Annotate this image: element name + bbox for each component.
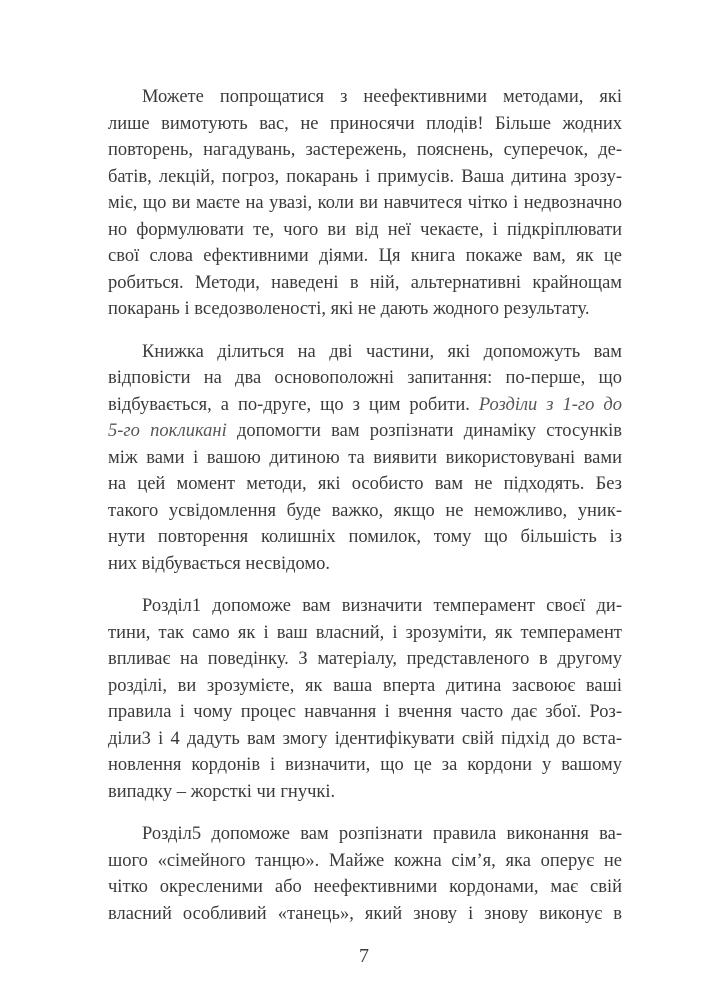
text-line [108,164,622,191]
text-line [108,752,622,779]
italic-text: 5-го покликані [108,421,227,441]
text-line [108,673,622,700]
text-segment: них відбувається несвідомо. [108,553,330,574]
text-line [108,848,622,875]
text-segment: такого усвідомлення буде важко, якщо не неможливо, уник- [108,500,622,521]
text-line [108,418,622,445]
text-segment: допомогти вам розпізнати динаміку стосунків [226,421,622,441]
text-segment: відбувається, а по-друге, що з цим робити. [108,394,479,415]
text-line [108,726,622,753]
text-segment: Книжка ділиться на дві частини, які допоможуть вам [142,341,622,362]
text-line [108,699,622,726]
text-segment: діли3 і 4 дадуть вам змогу ідентифікувати свій підхід до вста- [108,728,622,749]
page-body [108,84,622,943]
text-line [108,339,622,366]
text-segment: нути повторення колишніх помилок, тому що більшість із [108,527,622,547]
text-segment: впливає на поведінку. З матеріалу, представленого в другому [108,649,622,669]
text-line [108,243,622,270]
text-line [108,392,622,419]
text-line [108,296,622,323]
text-segment: но формулювати те, чого ви від неї чекаєте, і підкріплювати [108,219,622,240]
text-segment: між вами і вашою дитиною та виявити використовувані вами [108,447,622,468]
text-segment: покарань і вседозволеності, які не дають жодного результату. [108,299,590,319]
paragraph [108,84,622,323]
text-line [108,137,622,164]
paragraph [108,593,622,805]
text-segment: Розділ1 допоможе вам визначити темперамент своєї ди- [142,596,622,616]
text-line [108,779,622,806]
text-segment: шого «сімейного танцю». Майже кожна сім’я, яка оперує не [108,850,622,871]
text-segment: правила і чому процес навчання і вчення часто дає збої. Роз- [108,702,622,722]
text-segment: випадку – жорсткі чи гнучкі. [108,781,336,802]
italic-text: Розділи з 1-го до [478,394,622,415]
page-number: 7 [359,945,369,967]
text-line [108,593,622,620]
text-segment: свої слова ефективними діями. Ця книга покаже вам, як це [108,246,622,266]
text-segment: лише вимотують вас, не приносячи плодів! Більше жодних [108,113,622,134]
text-segment: батів, лекцій, погроз, покарань і примусів. Ваша дитина зрозу- [108,166,622,187]
text-line [108,445,622,472]
text-line [108,620,622,647]
text-segment: відповісти на два основоположні запитання: по-перше, що [108,368,622,388]
text-line [108,524,622,551]
text-segment: власний особливий «танець», який знову і знову виконує в [108,903,622,924]
text-line [108,498,622,525]
text-segment: повторень, нагадувань, застережень, пояснень, суперечок, де- [108,140,622,160]
text-line [108,874,622,901]
text-line [108,270,622,297]
text-segment: Можете попрощатися з неефективними методами, які [142,87,622,107]
text-line [108,84,622,111]
text-line [108,646,622,673]
text-segment: на цей момент методи, які особисто вам не підходять. Без [108,474,622,494]
text-segment: розділі, ви зрозумієте, як ваша вперта дитина засвоює ваші [108,675,622,696]
text-segment: чітко окресленими або неефективними кордонами, має свій [108,877,622,897]
text-line [108,365,622,392]
paragraph [108,339,622,578]
text-segment: новлення кордонів і визначити, що це за кордони у вашому [108,755,622,775]
paragraph [108,821,622,927]
text-line [108,111,622,138]
text-line [108,821,622,848]
text-segment: робиться. Методи, наведені в ній, альтернативні крайнощам [108,272,622,293]
text-line [108,190,622,217]
text-line [108,901,622,928]
text-line [108,471,622,498]
text-line [108,217,622,244]
text-segment: Розділ5 допоможе вам розпізнати правила виконання ва- [142,824,622,844]
text-segment: міє, що ви маєте на увазі, коли ви навчитеся чітко і недвозначно [108,193,622,213]
text-line [108,551,622,578]
text-segment: тини, так само як і ваш власний, і зрозуміти, як темперамент [108,622,622,643]
